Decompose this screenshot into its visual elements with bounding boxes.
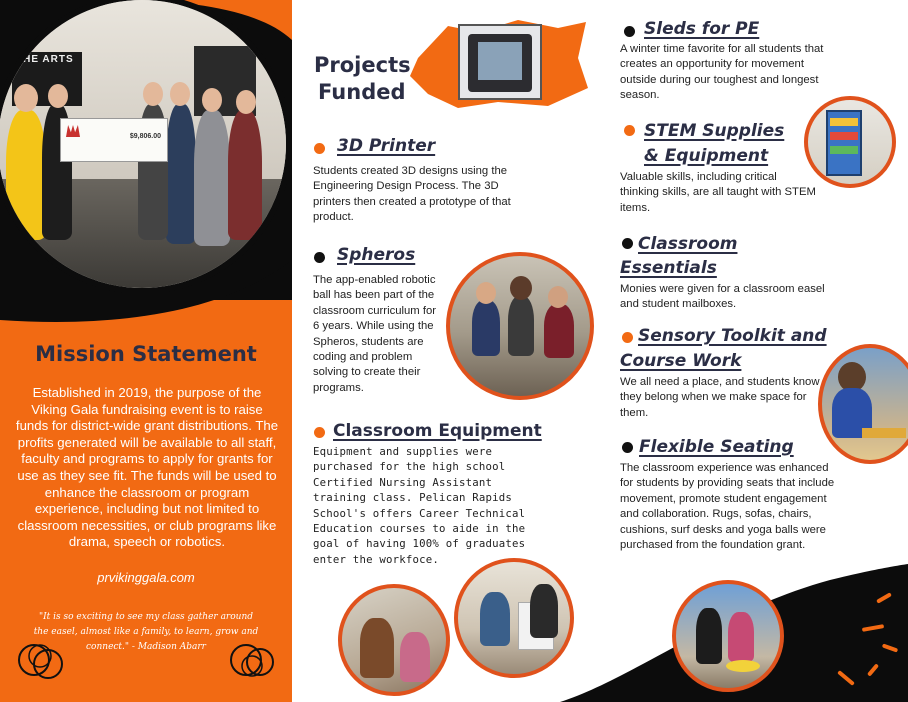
heading-sleds-for-pe: Sleds for PE	[644, 19, 760, 39]
heading-flexible-seating: Flexible Seating	[639, 437, 794, 457]
check-presentation-photo	[0, 0, 292, 294]
text-flexible-seating: The classroom experience was enhanced for students by providing seats that include movement, promote student engagement and collaboration. Rugs, sofas, chairs, cushions, surf desks and yoga balls were purchased from the foundation grant.	[620, 462, 835, 552]
flexible-seating-photo	[672, 580, 784, 692]
stem-cart-photo	[804, 96, 896, 188]
mission-statement-body: Established in 2019, the purpose of the Viking Gala fundraising event is to raise funds for district-wide grant distributions. The profits generated will be available to all staff, faculty and programs to apply for grants for use as they see fit. The funds will be used to enhance the classroom or program experience, including but not limited to classroom necessities, or club programs like drama, speech or robotics.	[15, 385, 279, 550]
bullet-sensory-toolkit	[622, 332, 633, 343]
text-3d-printer: Students created 3D designs using the Engineering Design Process. The 3D printers then created a prototype of that product.	[313, 165, 511, 224]
classroom-easel-photo	[338, 584, 450, 696]
text-sensory-toolkit: We all need a place, and students know they belong when we make space for them.	[620, 376, 820, 419]
text-stem-supplies: Valuable skills, including critical thinking skills, are all taught with STEM items.	[620, 171, 816, 214]
scribble-circles-left	[14, 636, 72, 686]
giant-check	[60, 118, 168, 162]
text-classroom-essentials: Monies were given for a classroom easel and student mailboxes.	[620, 283, 825, 311]
scribble-circles-right	[224, 636, 282, 686]
bullet-classroom-equipment	[314, 427, 325, 438]
check-amount: $9,806.00	[129, 133, 161, 140]
3d-printer-photo	[458, 24, 542, 100]
heading-stem-supplies-line1: STEM Supplies	[644, 121, 785, 141]
heading-classroom-essentials-line1: Classroom	[638, 234, 738, 254]
heading-stem-supplies-line2: & Equipment	[644, 146, 769, 166]
heading-3d-printer: 3D Printer	[337, 136, 436, 156]
heading-classroom-equipment: Classroom Equipment	[333, 421, 542, 441]
website-link[interactable]: prvikinggala.com	[97, 570, 195, 585]
projects-title-line1: Projects	[314, 53, 411, 77]
text-sleds-for-pe: A winter time favorite for all students that creates an opportunity for movement outside during our toughest and longest season.	[620, 43, 824, 102]
text-classroom-equipment: Equipment and supplies were purchased for the high school Certified Nursing Assistant training class. Pelican Rapids School's offers Career Technical Education courses to aide in the goal of having 100% of graduates enter the workfoce.	[313, 445, 526, 566]
projects-title-line2: Funded	[318, 80, 406, 104]
bullet-stem-supplies	[624, 125, 635, 136]
bullet-sleds-for-pe	[624, 26, 635, 37]
bullet-flexible-seating	[622, 442, 633, 453]
mission-statement-title: Mission Statement	[35, 342, 257, 366]
heading-classroom-essentials-line2: Essentials	[620, 258, 717, 278]
bullet-spheros	[314, 252, 325, 263]
projects-funded-title	[314, 52, 411, 106]
heading-sensory-toolkit-line1: Sensory Toolkit and	[638, 326, 827, 346]
sensory-boy-photo	[818, 344, 908, 464]
teacher-quote: "It is so exciting to see my class gather around the easel, almost like a family, to learn, grow and connect." - Madison Abarr	[33, 612, 259, 652]
spheros-students-photo	[446, 252, 594, 400]
heading-sensory-toolkit-line2: Course Work	[620, 351, 742, 371]
bullet-classroom-essentials	[622, 238, 633, 249]
photo-sign-text: THE ARTS	[16, 54, 74, 65]
text-spheros: The app-enabled robotic ball has been part of the classroom curriculum for 6 years. While using the Spheros, students are coding and problem solving to create their programs.	[313, 274, 437, 394]
heading-spheros: Spheros	[337, 245, 416, 265]
bullet-3d-printer	[314, 143, 325, 154]
